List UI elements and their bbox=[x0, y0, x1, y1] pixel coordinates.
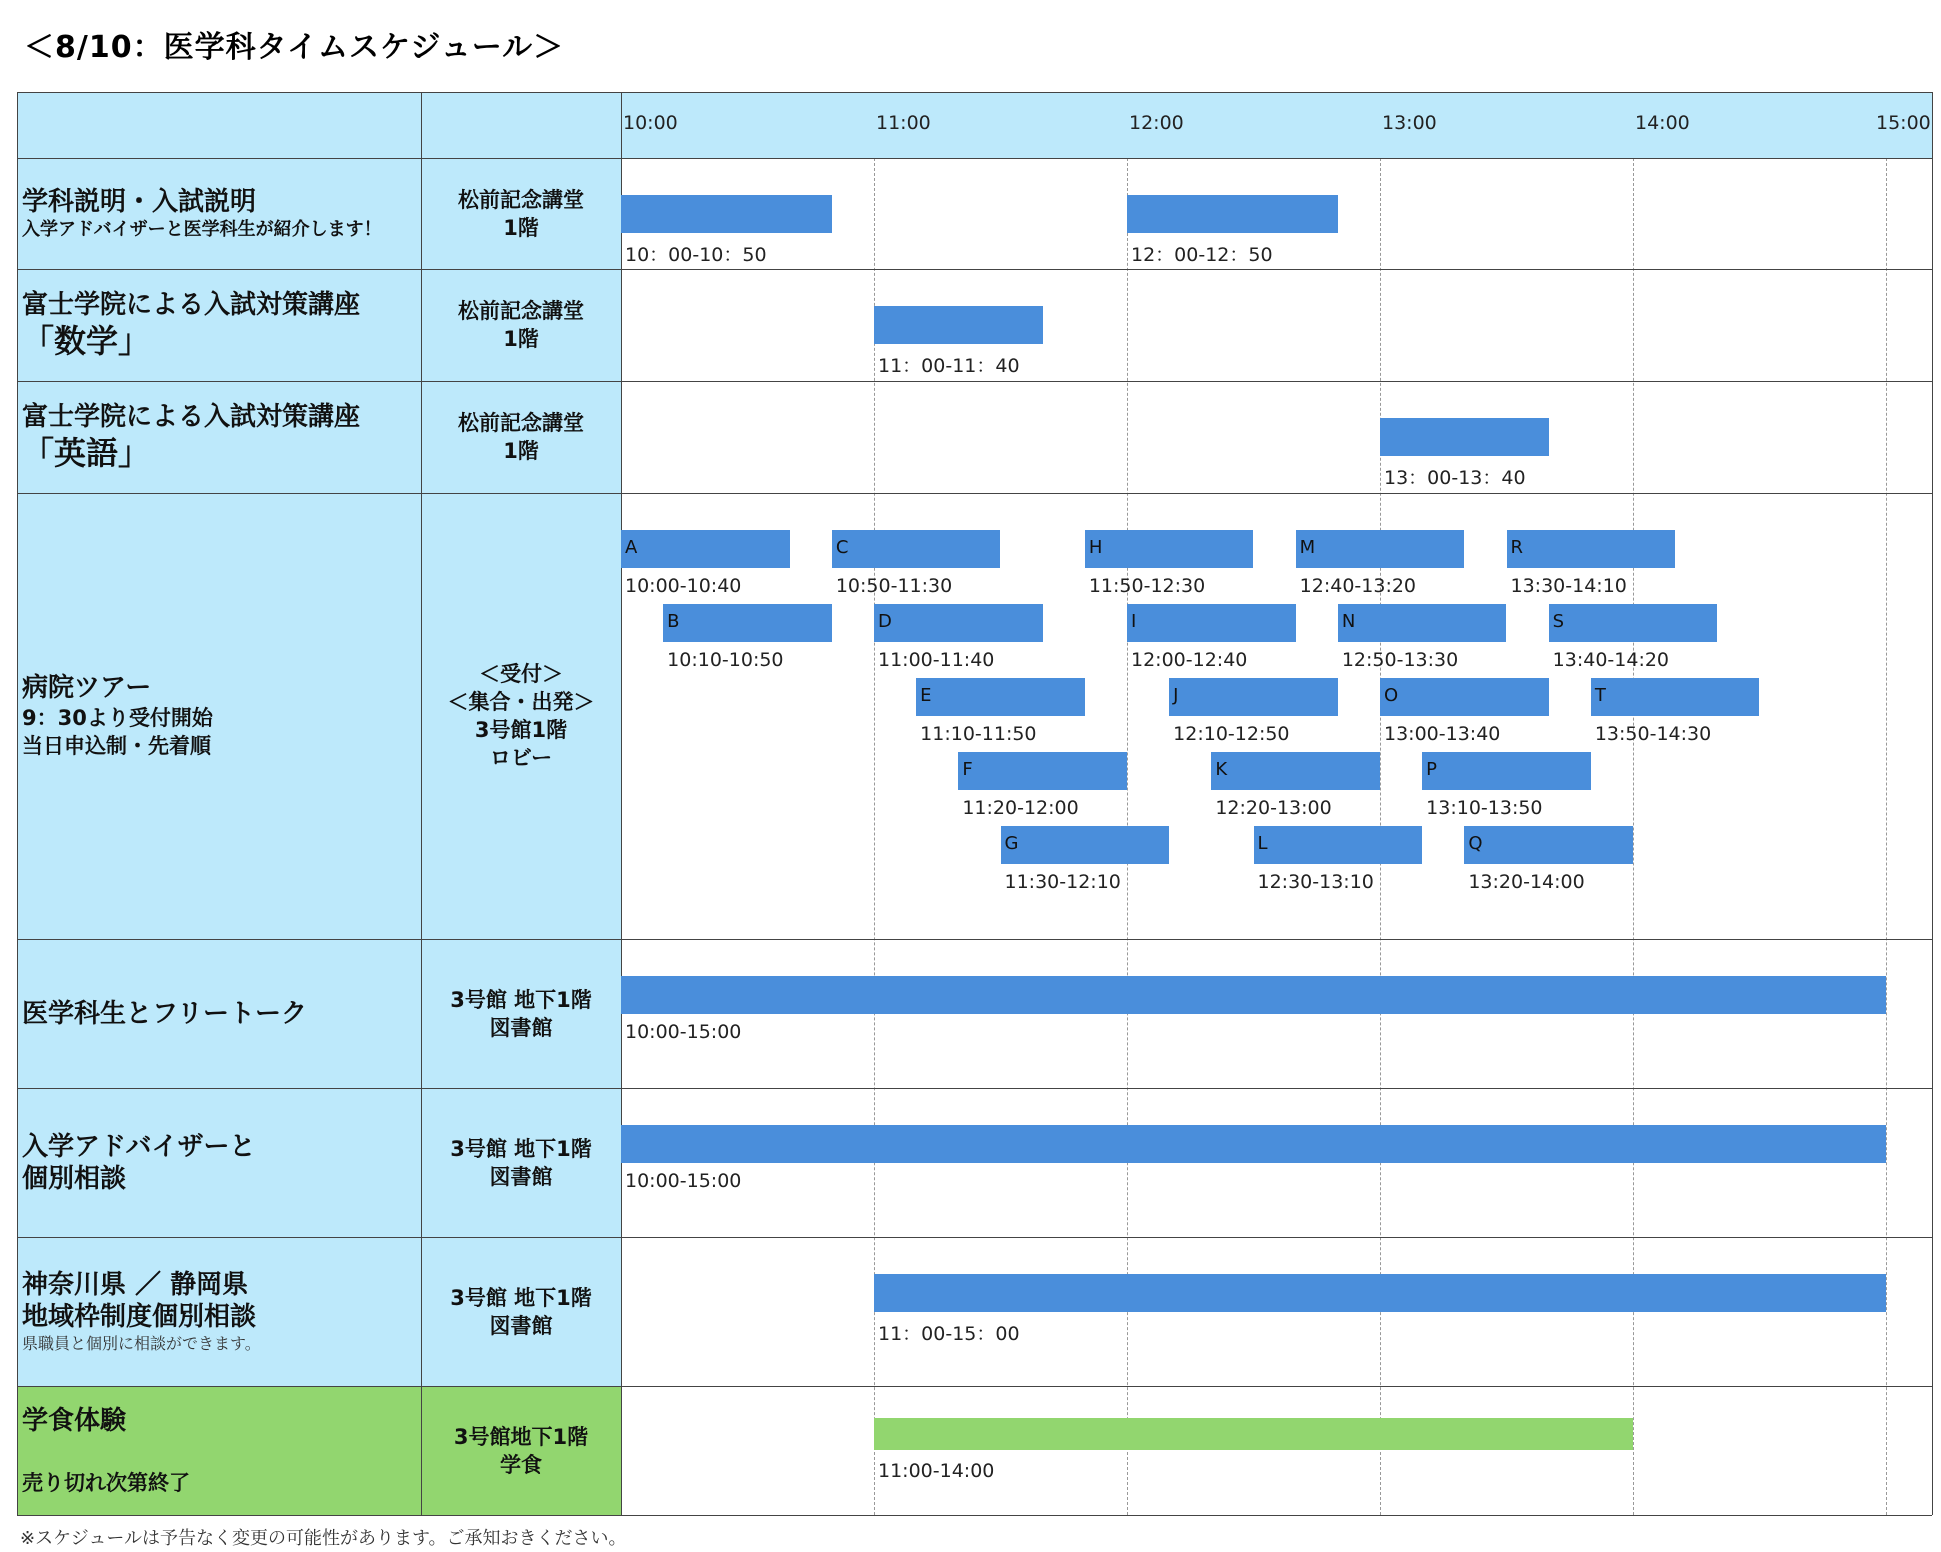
event-bar-label: G bbox=[1004, 833, 1019, 854]
row-label bbox=[22, 1088, 416, 1237]
event-bar-label: M bbox=[1299, 537, 1316, 558]
event-time-label: 11：00-15：00 bbox=[878, 1323, 1020, 1345]
row-label-line: 売り切れ次第終了 bbox=[22, 1470, 190, 1495]
event-bar[interactable] bbox=[958, 752, 1127, 790]
event-bar[interactable] bbox=[621, 530, 790, 568]
event-bar-label: P bbox=[1426, 759, 1438, 780]
event-time-label: 13:30-14:10 bbox=[1510, 575, 1627, 597]
event-bar-label: S bbox=[1552, 611, 1565, 632]
row-place: 3号館 地下1階 図書館 bbox=[450, 1285, 592, 1338]
event-bar[interactable] bbox=[1591, 678, 1760, 716]
event-time-label: 13:20-14:00 bbox=[1468, 871, 1585, 893]
event-bar[interactable] bbox=[1464, 826, 1633, 864]
row-label-line: 入学アドバイザーと医学科生が紹介します！ bbox=[22, 218, 382, 240]
event-bar[interactable] bbox=[916, 678, 1085, 716]
event-time-label: 12:50-13:30 bbox=[1341, 649, 1459, 671]
row-label-line: 富士学院による入試対策講座 bbox=[22, 290, 361, 320]
event-bar[interactable] bbox=[1380, 418, 1549, 456]
event-bar[interactable] bbox=[874, 604, 1043, 642]
event-bar-label: B bbox=[667, 611, 680, 632]
column-border bbox=[1932, 92, 1933, 1515]
event-time-label: 10:50-11:30 bbox=[835, 575, 953, 597]
event-time-label: 13:40-14:20 bbox=[1552, 649, 1670, 671]
event-time-label: 11:30-12:10 bbox=[1004, 871, 1121, 893]
event-bar-label: K bbox=[1215, 759, 1228, 780]
event-bar[interactable] bbox=[1338, 604, 1507, 642]
event-bar[interactable] bbox=[663, 604, 832, 642]
event-time-label: 11:00-14:00 bbox=[878, 1460, 995, 1482]
row-place: 3号館地下1階 学食 bbox=[453, 1424, 589, 1477]
event-time-label: 12:20-13:00 bbox=[1215, 797, 1332, 819]
row-place: ＜受付＞ ＜集合・出発＞ 3号館1階 ロビー bbox=[447, 662, 595, 770]
event-bar[interactable] bbox=[874, 1274, 1886, 1312]
event-bar[interactable] bbox=[1422, 752, 1591, 790]
time-tick-label: 10:00 bbox=[623, 112, 678, 134]
row-label-line: 学科説明・入試説明 bbox=[22, 186, 257, 217]
event-bar-label: I bbox=[1131, 611, 1137, 632]
event-bar[interactable] bbox=[1127, 195, 1338, 233]
row-place: 松前記念講堂 1階 bbox=[458, 411, 584, 463]
event-bar-label: Q bbox=[1468, 833, 1483, 854]
event-bar[interactable] bbox=[1127, 604, 1296, 642]
event-bar[interactable] bbox=[1001, 826, 1170, 864]
row-label bbox=[22, 1237, 416, 1386]
page-title: ＜8/10：医学科タイムスケジュール＞ bbox=[24, 30, 565, 65]
row-label bbox=[22, 493, 416, 939]
event-time-label: 10:00-10:40 bbox=[625, 575, 742, 597]
event-time-label: 12:40-13:20 bbox=[1299, 575, 1417, 597]
event-bar[interactable] bbox=[1085, 530, 1254, 568]
row-label-line: 「数学」 bbox=[22, 322, 151, 360]
event-bar[interactable] bbox=[1380, 678, 1549, 716]
event-bar-label: R bbox=[1510, 537, 1524, 558]
event-bar-label: L bbox=[1257, 833, 1268, 854]
row-label-line: 神奈川県 ／ 静岡県 bbox=[22, 1269, 249, 1300]
event-bar[interactable] bbox=[1549, 604, 1718, 642]
event-bar[interactable] bbox=[1507, 530, 1676, 568]
footnote: ※スケジュールは予告なく変更の可能性があります。ご承知おきください。 bbox=[20, 1528, 627, 1549]
event-bar-label: O bbox=[1384, 685, 1399, 706]
row-label-line: 県職員と個別に相談ができます。 bbox=[22, 1333, 261, 1353]
row-label bbox=[22, 269, 416, 381]
event-bar-label: H bbox=[1088, 537, 1103, 558]
event-time-label: 12:30-13:10 bbox=[1257, 871, 1374, 893]
event-bar-label: A bbox=[625, 537, 638, 558]
row-label bbox=[22, 158, 416, 269]
column-border bbox=[621, 92, 622, 1515]
event-bar-label: D bbox=[878, 611, 892, 632]
time-tick-label: 12:00 bbox=[1129, 112, 1184, 134]
event-time-label: 12:10-12:50 bbox=[1173, 723, 1290, 745]
event-bar-label: T bbox=[1594, 685, 1606, 706]
row-label-line: 個別相談 bbox=[22, 1163, 127, 1194]
row-label bbox=[22, 381, 416, 493]
event-time-label: 10:10-10:50 bbox=[667, 649, 784, 671]
hour-gridline bbox=[1886, 158, 1887, 1515]
row-label-line: 地域枠制度個別相談 bbox=[22, 1301, 257, 1332]
event-time-label: 12:00-12:40 bbox=[1131, 649, 1248, 671]
event-bar[interactable] bbox=[1211, 752, 1380, 790]
event-time-label: 13：00-13：40 bbox=[1384, 467, 1526, 489]
event-time-label: 11：00-11：40 bbox=[878, 355, 1020, 377]
event-time-label: 13:10-13:50 bbox=[1426, 797, 1543, 819]
row-label-line: 医学科生とフリートーク bbox=[22, 998, 307, 1029]
time-tick-label: 14:00 bbox=[1635, 112, 1690, 134]
row-place: 3号館 地下1階 図書館 bbox=[450, 987, 592, 1040]
event-bar[interactable] bbox=[1254, 826, 1423, 864]
event-time-label: 13:50-14:30 bbox=[1594, 723, 1712, 745]
row-border bbox=[17, 1515, 1932, 1516]
event-bar[interactable] bbox=[1169, 678, 1338, 716]
row-label-line: 病院ツアー bbox=[22, 673, 152, 703]
event-time-label: 10:00-15:00 bbox=[625, 1170, 742, 1192]
row-place: 松前記念講堂 1階 bbox=[458, 299, 584, 351]
row-border bbox=[17, 92, 1932, 93]
row-place: 3号館 地下1階 図書館 bbox=[450, 1136, 592, 1189]
row-label-line: 当日申込制・先着順 bbox=[22, 734, 211, 758]
event-time-label: 11:00-11:40 bbox=[878, 649, 995, 671]
row-label-line: 「英語」 bbox=[22, 434, 151, 472]
time-tick-label: 15:00 bbox=[1876, 112, 1931, 134]
event-bar-label: J bbox=[1173, 685, 1179, 706]
column-border bbox=[17, 92, 18, 1515]
row-label bbox=[22, 1386, 416, 1515]
event-bar-label: N bbox=[1341, 611, 1356, 632]
event-bar[interactable] bbox=[621, 976, 1886, 1014]
event-bar[interactable] bbox=[874, 306, 1043, 344]
event-bar-label: F bbox=[962, 759, 973, 780]
event-bar-label: E bbox=[920, 685, 932, 706]
event-time-label: 12：00-12：50 bbox=[1131, 244, 1273, 266]
row-label-line: 富士学院による入試対策講座 bbox=[22, 402, 361, 432]
time-tick-label: 11:00 bbox=[876, 112, 931, 134]
event-time-label: 11:50-12:30 bbox=[1088, 575, 1206, 597]
event-bar[interactable] bbox=[832, 530, 1001, 568]
row-label bbox=[22, 939, 416, 1088]
event-time-label: 11:10-11:50 bbox=[920, 723, 1037, 745]
time-tick-label: 13:00 bbox=[1382, 112, 1437, 134]
row-label-line: 学食体験 bbox=[22, 1405, 127, 1436]
event-bar[interactable] bbox=[1296, 530, 1465, 568]
event-time-label: 10:00-15:00 bbox=[625, 1021, 742, 1043]
event-time-label: 13:00-13:40 bbox=[1384, 723, 1501, 745]
event-bar[interactable] bbox=[874, 1418, 1633, 1450]
event-bar[interactable] bbox=[621, 195, 832, 233]
event-bar[interactable] bbox=[621, 1125, 1886, 1163]
row-place: 松前記念講堂 1階 bbox=[458, 187, 584, 240]
row-label-line: 9：30より受付開始 bbox=[22, 706, 213, 730]
event-bar-label: C bbox=[835, 537, 849, 558]
row-label-line: 入学アドバイザーと bbox=[22, 1131, 256, 1162]
event-time-label: 10：00-10：50 bbox=[625, 244, 767, 266]
event-time-label: 11:20-12:00 bbox=[962, 797, 1079, 819]
